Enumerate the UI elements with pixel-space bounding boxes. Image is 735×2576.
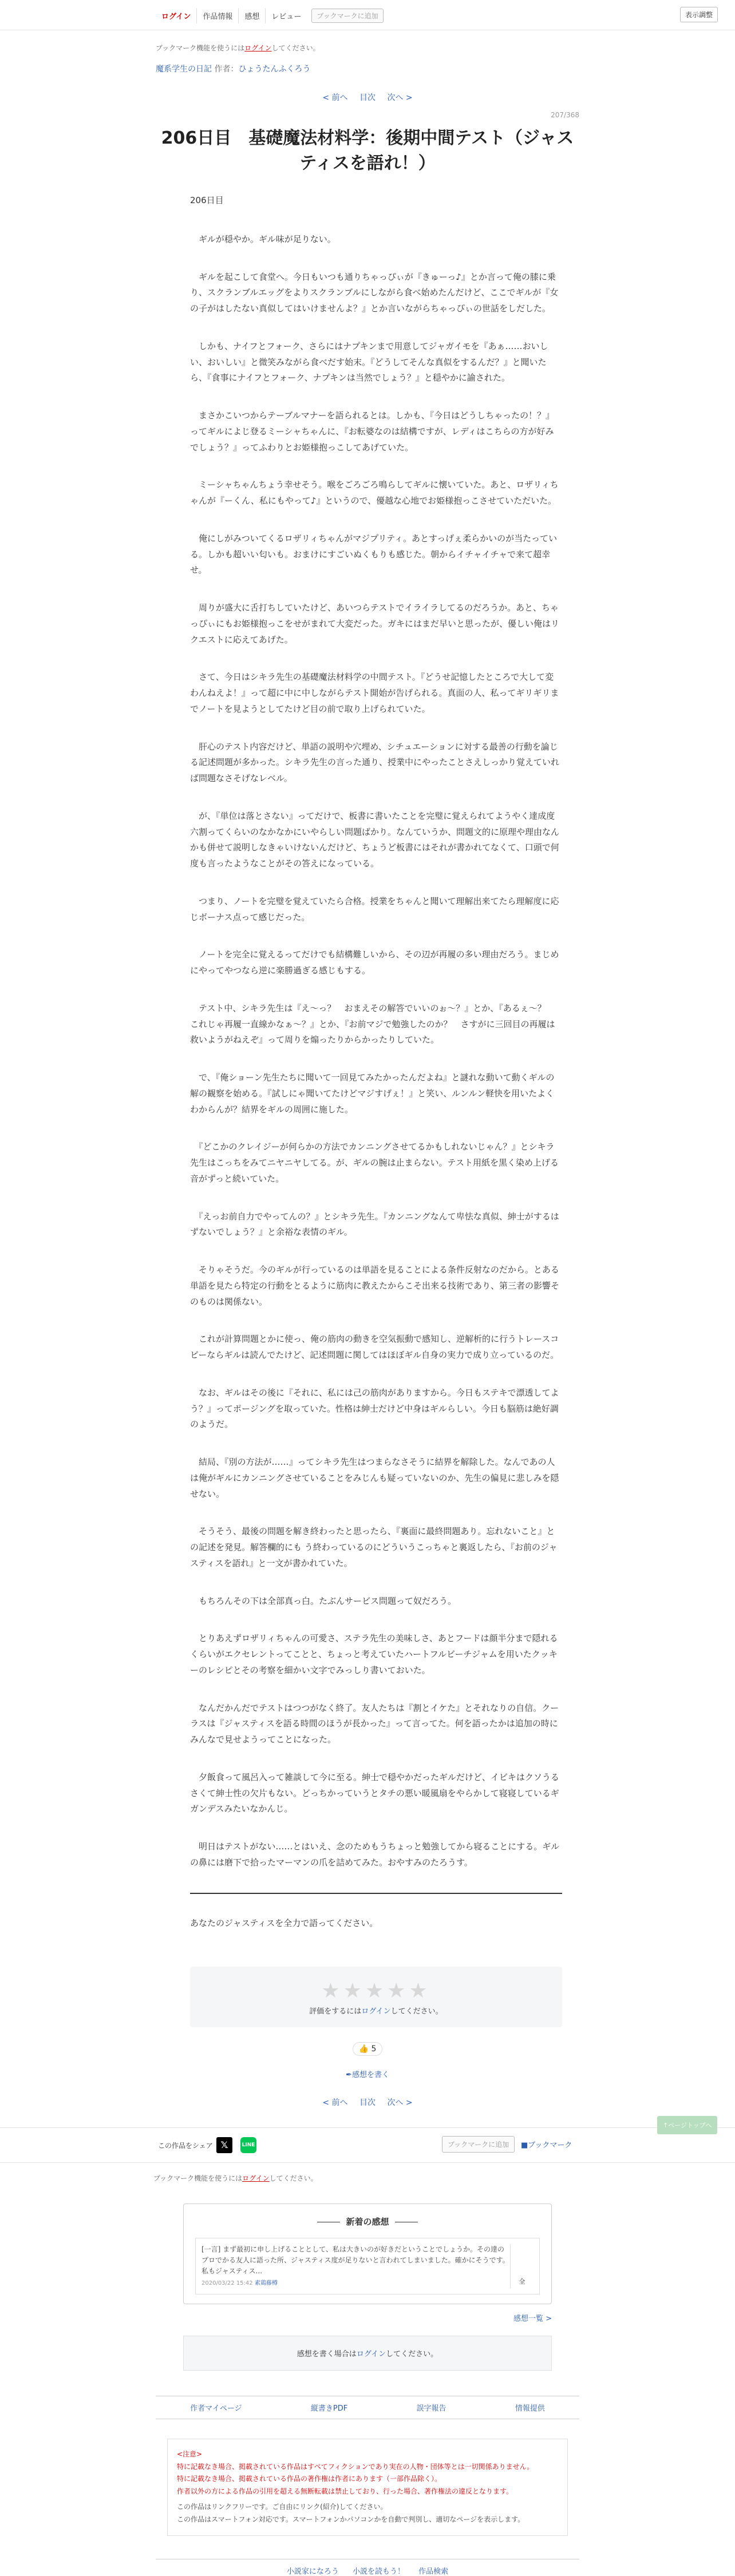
series-line (156, 63, 579, 74)
review-item[interactable] (195, 2238, 540, 2295)
page-top-button[interactable]: ↑ページトップへ (657, 2116, 717, 2134)
chapter-paragraph: まさかこいつからテーブルマナーを語られるとは。しかも、『今日はどうしちゃったの！？』ってギルによじ登るミーシャちゃんに、『お転婆なのは結構ですが、レディはこちらの方が好みでしょう？』ってふわりとお姫様抱っこしてあげていた。 (190, 410, 555, 453)
chapter-paragraph: 明日はテストがない……とはいえ、念のためもうちょっと勉強してから寝ることにする。ギルの鼻には磨下で拾ったマーマンの爪を詰めてみた。おやすみのたろうす。 (190, 1841, 560, 1868)
chapter-paragraph: さて、今日はシキラ先生の基礎魔法材料学の中間テスト。『どうせ記憶したところで大して変わんねえよ！』って超に中に中しながらテスト開始が告げられる。真面の人、私ってギリギリまでノートを見ようとしてたけど目の前で取り上げられていた。 (190, 672, 559, 714)
chapter-paragraph: これが計算問題とかに使っ、俺の筋肉の動きを空気振動で感知し、逆解析的に行うトレースコピーならギルは読んでたけど、記述問題に関してはほぼギル自身の実力で成り立っているのだ。 (190, 1334, 559, 1360)
display-settings-button[interactable]: 表示調整 (680, 7, 718, 22)
notice-login-link[interactable]: ログイン (244, 44, 272, 52)
login-review-link[interactable]: ログイン (356, 2350, 386, 2359)
caution-normal-line: この作品はリンクフリーです。ご自由にリンク(紹介)してください。 (177, 2503, 388, 2511)
author-label: 作者： (214, 65, 239, 74)
bookmark-link[interactable]: ■ブックマーク (521, 2141, 572, 2150)
chapter-paragraph: そうそう、最後の問題を解き終わったと思ったら、『裏面に最終問題あり。忘れないこと』との記述を発見。解答欄的にも う終わっているのにどういうこっちゃと裏返したら、『お前のジャスティスを語れ』と一文が書かれていた。 (190, 1526, 558, 1568)
site-home-link[interactable]: 小説家になろう (286, 2567, 339, 2576)
like-button[interactable] (353, 2042, 383, 2056)
vertical-pdf-link[interactable]: 縦書きPDF (310, 2404, 348, 2413)
recent-reviews-heading: 新着の感想 (195, 2216, 540, 2228)
caution-red-line: 特に記載なき場合、掲載されている作品の著作権は作者にあります（一部作品除く）。 (177, 2475, 442, 2483)
search-link[interactable]: 作品検索 (418, 2567, 449, 2576)
yomou-link[interactable]: 小説を読もう！ (352, 2567, 405, 2576)
caution-box (167, 2439, 568, 2536)
caution-red-line: 特に記載なき場合、掲載されている作品はすべてフィクションであり実在の人物・団体等とは一切関係ありません。 (177, 2462, 534, 2471)
page-count: 207/368 (551, 111, 579, 119)
main-content (156, 43, 579, 2108)
afterword: あなたのジャスティスを全力で語ってください。 (190, 1917, 378, 1928)
author-link[interactable]: ひょうたんふくろう (238, 65, 311, 74)
chapter-paragraph: 『どこかのクレイジーが何らかの方法でカンニングさせてるかもしれないじゃん？』とシキラ先生はこっちをみてニヤニヤしてる。が、ギルの腕は止まらない。テスト用紙を黒く染め上げる音がずっと続いていた。 (190, 1142, 559, 1184)
chapter-paragraph: しかも、ナイフとフォーク、さらにはナプキンまで用意してジャガイモを『あぁ……おいしい、おいしい』と微笑みながら食べだす始末。『どうしてそんな真似をするんだ？』と聞いたら、『食事にナイフとフォーク、ナプキンは当然でしょう？』と穏やかに諭された。 (190, 340, 548, 383)
bookmark-login-notice-2 (153, 2173, 579, 2183)
chapter-paragraph: もちろんその下は全部真っ白。たぶんサービス問題って奴だろう。 (190, 1595, 457, 1606)
author-mypage-link[interactable]: 作者マイページ (190, 2404, 242, 2413)
review-list-text[interactable]: 感想一覧 > (513, 2315, 552, 2324)
rating-msg-suffix: してください。 (390, 2007, 443, 2016)
rating-message (190, 2005, 562, 2016)
review-text: [一言] まず最初に申し上げることとして、私は大きいのが好きだということでしょうか。その達のプロでかる友人に語った所、ジャスティス度が足りないと言われてしまいました。確かにそうです。私もジャスティス... (201, 2245, 509, 2275)
chapter-paragraph: 周りが盛大に舌打ちしていたけど、あいつらテストでイライラしてるのだろうか。あと、ちゃっぴぃにもお姫様抱っこをせがまれて大変だった。ガキにはまだ早いと思ったが、優しい俺はリクエストに応えてあげた。 (190, 603, 560, 645)
line-share-icon[interactable]: LINE (240, 2137, 256, 2153)
review-text-block (201, 2244, 510, 2289)
info-provide-link[interactable]: 情報提供 (515, 2404, 545, 2413)
review-date: 2020/03/22 15:42 (201, 2280, 253, 2287)
share-bar (0, 2127, 735, 2163)
series-title-link[interactable]: 魔系学生の日記 (156, 65, 212, 74)
chapter-paragraph: なお、ギルはその後に『それに、私には己の筋肉がありますから。今日もステキで漂透してよう？』ってポージングを取っていた。性格は紳士だけど中身はギルらしい。今日も脳筋は絶好調のようだ。 (190, 1387, 559, 1430)
caution-normal-line: この作品はスマートフォン対応です。スマートフォンかパソコンかを自動で判別し、適切なページを表示します。 (177, 2515, 525, 2524)
notice-suffix: してください。 (271, 44, 320, 52)
recent-reviews-box (183, 2204, 552, 2305)
notice2-suffix: してください。 (269, 2174, 318, 2182)
top-bookmark-button[interactable]: ブックマークに追加 (311, 9, 383, 23)
toc-link-bottom[interactable]: 目次 (359, 2098, 376, 2107)
notice2-prefix: ブックマーク機能を使うには (153, 2174, 243, 2182)
rating-box (190, 1967, 562, 2027)
chapter-paragraph: なんだかんだでテストはつつがなく終了。友人たちは『割とイケた』とそれなりの自信。クーラスは『ジャスティスを語る時間のほうが長かった』って言ってた。何を語ったかは追加の時にみんなで見せようってことになった。 (190, 1702, 559, 1745)
afterword-divider (190, 1893, 562, 1894)
nav-work-info[interactable]: 作品情報 (197, 8, 239, 23)
chapter-paragraph: 肝心のテスト内容だけど、単語の説明や穴埋め、シチュエーションに対する最善の行動を論じる記述問題が多かった。シキラ先生の言った通り、授業中にやったことさえしっかり覚えていれば問題なさそげなレベル。 (190, 741, 560, 783)
chapter-paragraph: ギルを起こして食堂へ。今日もいつも通りちゃっぴぃが『きゅーっ♪』とか言って俺の膝に乗り、スクランブルエッグをよりスクランブルにしながら食べ始めたんだけど、ここでギルが『女の子がはしたない真似してはいけませんよ？』とか言いながらちゃっぴぃの世話をしだした。 (190, 271, 559, 314)
review-full-link[interactable]: 全 (510, 2244, 534, 2289)
chapter-paragraph: で、『俺ショーン先生たちに聞いて一回見てみたかったんだよね』と謎れな動いて動くギルの解の観察を始める。『試しにゃ聞いてたけどマジすげぇ！』と笑い、ルンルン軽快を用いたよくわからんが？結界をギルの周囲に施した。 (190, 1072, 555, 1115)
next-link-bottom[interactable]: 次へ > (387, 2098, 413, 2107)
chapter-paragraph: そりゃそうだ。今のギルが行っているのは単語を見ることによる条件反射なのだから。とある単語を見たら特定の行動をとるように筋肉に教えたからこそ出来る技術であり、第三者の影響そのものは関係ない。 (190, 1265, 560, 1307)
login-to-review (183, 2336, 552, 2371)
chapter-paragraph: つまり、ノートを完璧を覚えていたら合格。授業をちゃんと聞いて理解出来てたら理解度に応じボーナス点って感じだった。 (190, 895, 559, 922)
notice-prefix: ブックマーク機能を使うには (156, 44, 245, 52)
bookmark-login-notice (156, 43, 579, 53)
prev-link-bottom[interactable]: < 前へ (322, 2098, 348, 2107)
chapter-paragraph: 俺にしがみついてくるロザリィちゃんがマジプリティ。あとすっげぇ柔らかいのが当たっている。しかも超いい匂いも。おまけにすごいぬくもりも感じた。朝からイチャイチャで来て超幸せ。 (190, 533, 558, 576)
review-author-link[interactable]: 素鶏藤樽 (254, 2280, 278, 2287)
nav-login[interactable]: ログイン (156, 8, 197, 23)
notice2-login-link[interactable]: ログイン (242, 2174, 270, 2182)
thumbs-up-icon: 👍 (358, 2044, 369, 2054)
review-meta (201, 2279, 510, 2288)
pager-bottom (156, 2097, 579, 2108)
toc-link[interactable]: 目次 (359, 93, 376, 102)
write-review-text[interactable]: ✒感想を書く (346, 2070, 389, 2079)
top-nav (156, 8, 384, 23)
next-link[interactable]: 次へ > (387, 93, 413, 102)
footer-links (156, 2396, 579, 2419)
rating-login-link[interactable]: ログイン (361, 2007, 391, 2016)
like-count: 5 (371, 2044, 377, 2054)
like-row (156, 2042, 579, 2056)
chapter-paragraph: ノートを完全に覚えるってだけでも結構難しいから、その辺が再履の多い理由だろう。まじめにやってやつなら逆に楽勝過ぎる感じもする。 (190, 949, 559, 976)
bottom-nav (156, 2559, 579, 2576)
login-review-prefix: 感想を書く場合は (297, 2350, 357, 2359)
pager-top (156, 92, 579, 103)
rating-msg-prefix: 評価をするには (309, 2007, 362, 2016)
review-list-link[interactable] (156, 2312, 552, 2323)
nav-review[interactable]: レビュー (271, 13, 302, 21)
x-share-icon[interactable]: 𝕏 (216, 2137, 232, 2153)
nav-impressions[interactable]: 感想 (239, 8, 266, 23)
chapter-paragraph: ギルが穏やか。ギル味が足りない。 (190, 233, 336, 244)
chapter-paragraph: ミーシャちゃんちょう幸せそう。喉をごろごろ鳴らしてギルに懐いていた。あと、ロザリィちゃんが『ーくん、私にもやって♪』というので、優越な心地でお姫様抱っこさせていただいた。 (190, 479, 559, 506)
login-review-suffix: してください。 (386, 2350, 438, 2359)
chapter-day-label: 206日目 (190, 195, 224, 205)
write-review-link[interactable] (156, 2068, 579, 2079)
lower-content (153, 2173, 579, 2576)
bookmark-add-button[interactable]: ブックマークに追加 (442, 2136, 515, 2153)
chapter-paragraph: 『えっお前自力でやってんの？』とシキラ先生。『カンニングなんて卑怯な真似、紳士がするはずないでしょう？』と余裕な表情のギル。 (190, 1211, 559, 1238)
chapter-paragraph: 夕飯食って風呂入って雑談して今に至る。紳士で穏やかだったギルだけど、イビキはクソうるさくて紳士性の欠片もない。どっちかっていうとタチの悪い暖風扇をやらかして寝寝しているギガンデスみたいなかんじ。 (190, 1772, 559, 1814)
chapter-paragraph: テスト中、シキラ先生は『え〜っ？ おまえその解答でいいのぉ〜？』とか、『あるぇ〜？ これじゃ再履一直線かなぁ〜？』とか、『お前マジで勉強したのか？ さすがに三回目の再履は救いようがねえぞ』って周りを煽ったりからかったりしていた。 (190, 1002, 555, 1045)
caution-red-line: 作者以外の方による作品の引用を超える無断転載は禁止しており、行った場合、著作権法の違反となります。 (177, 2487, 513, 2495)
typo-report-link[interactable]: 誤字報告 (416, 2404, 446, 2413)
chapter-body (156, 193, 579, 1871)
top-bar (0, 0, 735, 30)
share-label: この作品をシェア (158, 2141, 213, 2150)
rating-stars-icon[interactable]: ★★★★★ (321, 1979, 431, 2003)
chapter-paragraph: 結局、『別の方法が……』ってシキラ先生はつまらなさそうに結界を解除した。なんであの人は俺がギルにカンニングさせていることをみじんも疑っていないのか、先生の偏見に悲しみを隠せない。 (190, 1457, 559, 1499)
prev-link[interactable]: < 前へ (322, 93, 348, 102)
chapter-paragraph: が、『単位は落とさない』ってだけで、板書に書いたことを完璧に覚えられてようやく達成度六割ってくらいのなかなかにいやらしい問題ばかり。なんていうか、問題文的に原理や理由なんかも併せて説明しなきゃいけないんだけど、ちょうど板書にはそれが書かれてなくて、口頭で何度も言ったようなことがその答えになっている。 (190, 810, 560, 869)
chapter-title: 206日目 基礎魔法材料学：後期中間テスト（ジャスティスを語れ！） (161, 128, 574, 173)
chapter-paragraph: とりあえずロザリィちゃんの可愛さ、ステラ先生の美味しさ、あとフードは顔半分まで隠れるくらいがエクセレントってことと、ちょっと考えていたハートフルビーチジャムを用いたクッキーのレシピとその考察を細かい文字でみっしり書いておいた。 (190, 1633, 558, 1675)
caution-title: <注意> (177, 2450, 203, 2459)
